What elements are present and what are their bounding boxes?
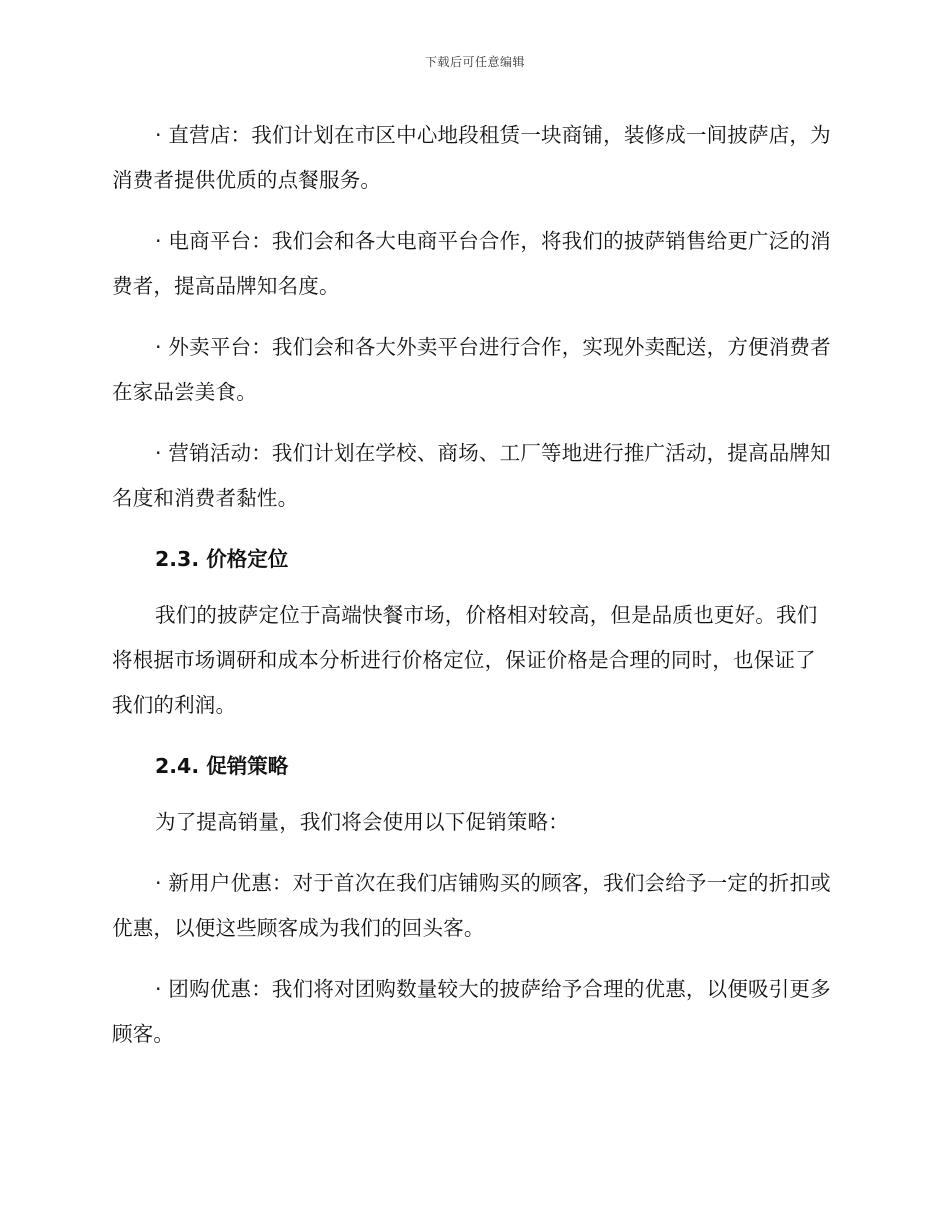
header-note: 下载后可任意编辑 <box>424 55 525 69</box>
list-item-delivery: · 外卖平台：我们会和各大外卖平台进行合作，实现外卖配送，方便消费者在家品尝美食。 <box>112 335 831 404</box>
promotion-intro: 为了提高销量，我们将会使用以下促销策略： <box>155 810 569 834</box>
document-body <box>112 113 832 1073</box>
list-item-group-buy: · 团购优惠：我们将对团购数量较大的披萨给予合理的优惠，以便吸引更多顾客。 <box>112 977 831 1046</box>
list-item-direct-store: · 直营店：我们计划在市区中心地段租赁一块商铺，装修成一间披萨店，为消费者提供优质的点餐服务。 <box>112 123 831 192</box>
section-heading-promotion: 2.4. 促销策略 <box>155 754 289 778</box>
section-heading-pricing: 2.3. 价格定位 <box>155 547 289 571</box>
list-item-marketing: · 营销活动：我们计划在学校、商场、工厂等地进行推广活动，提高品牌知名度和消费者黏性。 <box>112 441 831 510</box>
pricing-paragraph: 我们的披萨定位于高端快餐市场，价格相对较高，但是品质也更好。我们将根据市场调研和成本分析进行价格定位，保证价格是合理的同时，也保证了我们的利润。 <box>112 603 818 717</box>
list-item-ecommerce: · 电商平台：我们会和各大电商平台合作，将我们的披萨销售给更广泛的消费者，提高品牌知名度。 <box>112 229 831 298</box>
list-item-new-user: · 新用户优惠：对于首次在我们店铺购买的顾客，我们会给予一定的折扣或优惠，以便这些顾客成为我们的回头客。 <box>112 871 831 940</box>
